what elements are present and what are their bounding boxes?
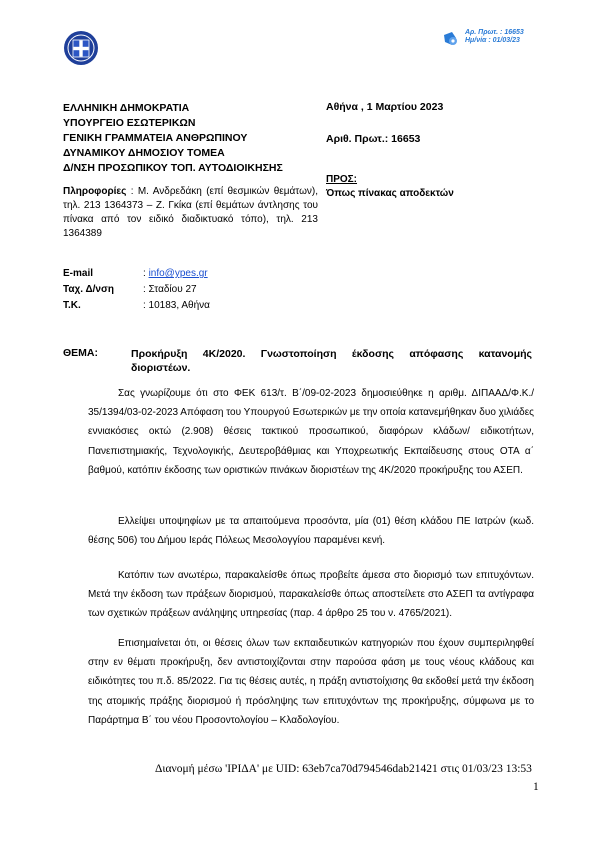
email-sep: :	[143, 268, 149, 279]
paragraph-text: Επισημαίνεται ότι, οι θέσεις όλων των εκπαιδευτικών κατηγοριών που έχουν συμπεριληφθεί στην εν θέματι προκήρυξη, δεν αντιστοιχίζονται στην παρούσα φάση με τους νέους κλάδους και ειδικότητες του π.δ. 85/2022. Για τις θέσεις αυτές, η πράξη αντιστοίχισης θα εκδοθεί μετά την έκδοση της ατομικής πράξης διορισμού ή πρόσληψης των επιτυχόντων της προκήρυξης, σύμφωνα με το Παράρτημα Β΄ του νέου Προσοντολογίου – Κλαδολογίου.	[88, 638, 534, 726]
sender-line: Δ/ΝΣΗ ΠΡΟΣΩΠΙΚΟΥ ΤΟΠ. ΑΥΤΟΔΙΟΙΚΗΣΗΣ	[63, 162, 283, 174]
sender-line: ΔΥΝΑΜΙΚΟΥ ΔΗΜΟΣΙΟΥ ΤΟΜΕΑ	[63, 147, 225, 159]
stamp-date: Ημ/νία : 01/03/23	[465, 37, 520, 44]
sender-line: ΓΕΝΙΚΗ ΓΡΑΜΜΑΤΕΙΑ ΑΝΘΡΩΠΙΝΟΥ	[63, 132, 248, 144]
email-row	[63, 268, 208, 279]
email-link[interactable]: info@ypes.gr	[148, 268, 208, 279]
address-label: Ταχ. Δ/νση	[63, 284, 114, 295]
info-label: Πληροφορίες	[63, 186, 127, 197]
place-date: Αθήνα , 1 Μαρτίου 2023	[326, 101, 444, 113]
paragraph-text: Σας γνωρίζουμε ότι στο ΦΕΚ 613/τ. Β΄/09-02-2023 δημοσιεύθηκε η αριθμ. ΔΙΠΑΑΔ/Φ.Κ./ 35/1394/03-02-2023 Απόφαση του Υπουργού Εσωτερικών με την οποία κατανεμήθηκαν δυο χιλιάδες εννιακόσιες οκτώ (2.908) θέσεις τακτικού προσωπικού, διαφόρων κλάδων/ ειδικοτήτων, Πανεπιστημιακής, Τεχνολογικής, Δευτεροβάθμιας και Υποχρεωτικής Εκπαίδευσης στους ΟΤΑ α΄ βαθμού, κατόπιν έκδοσης των οριστικών πινάκων διοριστέων της 4Κ/2020 προκήρυξης του ΑΣΕΠ.	[88, 388, 534, 476]
postal-row	[63, 300, 210, 311]
info-block	[63, 185, 318, 241]
body-paragraph	[88, 566, 534, 624]
sender-line: ΕΛΛΗΝΙΚΗ ΔΗΜΟΚΡΑΤΙΑ	[63, 102, 190, 114]
info-text: : Μ. Ανδρεδάκη (επί θεσμικών θεμάτων), τηλ. 213 1364373 – Ζ. Γκίκα (επί θεμάτων άντλησης του πίνακα από τον ειδικό διαδικτυακό τόπο), τηλ. 213 1364389	[63, 186, 318, 239]
stamp-icon	[441, 30, 459, 48]
sender-line: ΥΠΟΥΡΓΕΙΟ ΕΣΩΤΕΡΙΚΩΝ	[63, 117, 196, 129]
subject-label: ΘΕΜΑ:	[63, 347, 98, 359]
sender-block	[63, 101, 283, 176]
page-number: 1	[533, 781, 539, 793]
address-value: : Σταδίου 27	[143, 284, 197, 295]
protocol-stamp	[465, 29, 524, 45]
stamp-protocol-number: Αρ. Πρωτ. : 16653	[465, 29, 524, 36]
coat-of-arms-emblem	[63, 29, 99, 67]
to-value: Όπως πίνακας αποδεκτών	[326, 188, 454, 199]
subject-text: Προκήρυξη 4Κ/2020. Γνωστοποίηση έκδοσης απόφασης κατανομής διοριστέων.	[131, 348, 532, 374]
protocol-number: Αριθ. Πρωτ.: 16653	[326, 133, 421, 145]
paragraph-text: Ελλείψει υποψηφίων με τα απαιτούμενα προσόντα, μία (01) θέση κλάδου ΠΕ Ιατρών (κωδ. θέσης 506) του Δήμου Ιεράς Πόλεως Μεσολογγίου παραμένει κενή.	[88, 516, 534, 547]
postal-value: : 10183, Αθήνα	[143, 300, 210, 311]
body-paragraph	[88, 512, 534, 550]
to-label: ΠΡΟΣ:	[326, 174, 358, 185]
paragraph-text: Κατόπιν των ανωτέρω, παρακαλείσθε όπως προβείτε άμεσα στο διορισμό των επιτυχόντων. Μετά την έκδοση των πράξεων διορισμού, παρακαλείσθε όπως αποστείλετε στο ΑΣΕΠ τα αντίγραφα των σχετικών πράξεων ανάληψης υπηρεσίας (παρ. 4 άρθρο 25 του ν. 4765/2021).	[88, 570, 534, 620]
address-row	[63, 284, 197, 295]
email-label: E-mail	[63, 268, 94, 279]
body-paragraph	[88, 384, 534, 480]
body-paragraph	[88, 634, 534, 730]
distribution-footer: Διανομή μέσω 'ΙΡΙΔΑ' με UID: 63eb7ca70d794546dab21421 στις 01/03/23 13:53	[155, 763, 532, 775]
postal-label: Τ.Κ.	[63, 300, 81, 311]
